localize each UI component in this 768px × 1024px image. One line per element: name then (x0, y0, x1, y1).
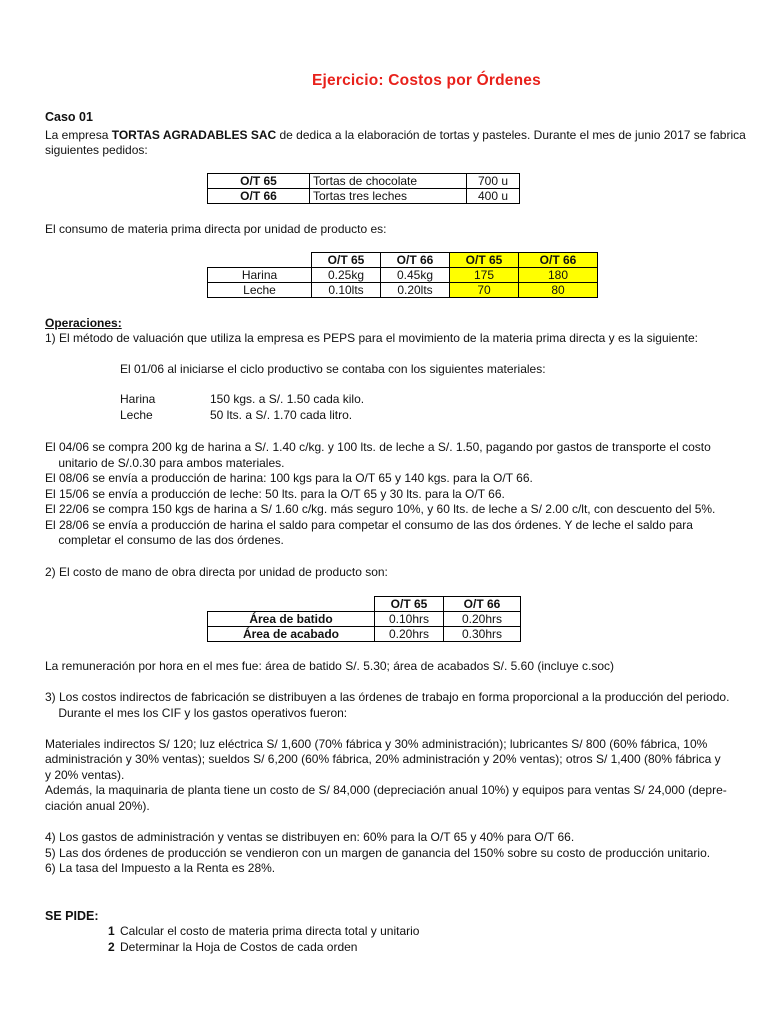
table-cell: 0.20hrs (375, 627, 444, 642)
consumo-text: El consumo de materia prima directa por unidad de producto es: (45, 222, 387, 236)
table-cell (208, 253, 312, 268)
table-row (208, 268, 598, 283)
event-line: El 08/06 se envía a producción de harina: 100 kgs para la O/T 65 y 140 kgs. para la O/T 66. (45, 471, 533, 485)
table-cell: Tortas tres leches (310, 189, 467, 204)
table-header: O/T 66 (381, 253, 450, 268)
event-line: El 04/06 se compra 200 kg de harina a S/. 1.40 c/kg. y 100 lts. de leche a S/. 1.50, pagando por gastos de transporte el costo (45, 440, 711, 454)
table-cell: 0.10hrs (375, 612, 444, 627)
table-header: O/T 65 (312, 253, 381, 268)
table-cell: Harina (208, 268, 312, 283)
op3-line: Durante el mes los CIF y los gastos operativos fueron: (45, 706, 348, 720)
table-cell: Área de acabado (208, 627, 375, 642)
material-name: Harina (120, 392, 156, 406)
table-cell: 0.30hrs (444, 627, 521, 642)
table-header: O/T 65 (450, 253, 519, 268)
operaciones-heading: Operaciones: (45, 316, 122, 330)
remuneracion-text: La remuneración por hora en el mes fue: área de batido S/. 5.30; área de acabados S/. 5.60 (incluye c.soc) (45, 659, 615, 673)
table-row (208, 253, 598, 268)
event-line: El 15/06 se envía a producción de leche: 50 lts. para la O/T 65 y 30 lts. para la O/T 66. (45, 487, 505, 501)
case-heading: Caso 01 (45, 110, 93, 124)
point-line: 4) Los gastos de administración y ventas se distribuyen en: 60% para la O/T 65 y 40% para O/T 66. (45, 830, 575, 844)
point-line: 6) La tasa del Impuesto a la Renta es 28%. (45, 861, 276, 875)
table-row (208, 189, 520, 204)
table-cell (208, 597, 375, 612)
table-cell: 0.10lts (312, 283, 381, 298)
table-cell: O/T 66 (208, 189, 310, 204)
material-detail: 150 kgs. a S/. 1.50 cada kilo. (210, 392, 365, 406)
page-title: Ejercicio: Costos por Órdenes (312, 72, 541, 89)
event-line: completar el consumo de las dos órdenes. (45, 533, 284, 547)
table-header: O/T 66 (444, 597, 521, 612)
op3-line: 3) Los costos indirectos de fabricación se distribuyen a las órdenes de trabajo en forma proporcional a la producción del periodo. (45, 690, 730, 704)
table-cell: 0.20hrs (444, 612, 521, 627)
intro-pre: La empresa (45, 128, 112, 142)
table-cell: Leche (208, 283, 312, 298)
materiales-indirectos-line: administración y 30% ventas); sueldos S/ 6,200 (60% fábrica, 20% administración y 20% ventas); otros S/ 1,400 (80% fábrica y (45, 752, 721, 766)
event-line: El 22/06 se compra 150 kgs de harina a S/ 1.60 c/kg. más seguro 10%, y 60 lts. de leche a S/ 2.00 c/lt, con descuento del 5%. (45, 502, 716, 516)
table-cell: 700 u (467, 174, 520, 189)
table-row (208, 283, 598, 298)
point-line: 5) Las dos órdenes de producción se vendieron con un margen de ganancia del 150% sobre su costo de producción unitario. (45, 846, 711, 860)
table-cell: Tortas de chocolate (310, 174, 467, 189)
table-cell: 175 (450, 268, 519, 283)
inicio-text: El 01/06 al iniciarse el ciclo productivo se contaba con los siguientes materiales: (120, 362, 546, 376)
intro-post: de dedica a la elaboración de tortas y pasteles. Durante el mes de junio 2017 se fabrica (276, 128, 746, 142)
company-name: TORTAS AGRADABLES SAC (111, 128, 277, 142)
orders-table (207, 173, 520, 204)
table-cell: 80 (519, 283, 598, 298)
event-line: unitario de S/.0.30 para ambos materiales. (45, 456, 285, 470)
table-cell: 70 (450, 283, 519, 298)
materiales-indirectos-line: Además, la maquinaria de planta tiene un costo de S/ 84,000 (depreciación anual 10%) y equipos para ventas S/ 24,000 (depre- (45, 783, 727, 797)
table-cell: O/T 65 (208, 174, 310, 189)
intro-line-2: siguientes pedidos: (45, 143, 148, 157)
mano-obra-table (207, 596, 521, 642)
pide-item: Calcular el costo de materia prima directa total y unitario (120, 924, 420, 938)
materiales-indirectos-line: Materiales indirectos S/ 120; luz eléctrica S/ 1,600 (70% fábrica y 30% administración); lubricantes S/ 800 (60% fábrica, 10% (45, 737, 708, 751)
intro-line-1 (45, 128, 746, 142)
table-header: O/T 65 (375, 597, 444, 612)
table-cell: Área de batido (208, 612, 375, 627)
table-cell: 0.45kg (381, 268, 450, 283)
se-pide-heading: SE PIDE: (45, 909, 99, 923)
table-header: O/T 66 (519, 253, 598, 268)
table-row (208, 174, 520, 189)
material-detail: 50 lts. a S/. 1.70 cada litro. (210, 408, 353, 422)
materiales-indirectos-line: ciación anual 20%). (45, 799, 150, 813)
pide-item: Determinar la Hoja de Costos de cada orden (120, 940, 358, 954)
table-row (208, 597, 521, 612)
pide-number: 2 (108, 940, 115, 954)
consumo-table (207, 252, 598, 298)
op2-text: 2) El costo de mano de obra directa por unidad de producto son: (45, 565, 388, 579)
table-row (208, 627, 521, 642)
material-name: Leche (120, 408, 153, 422)
pide-number: 1 (108, 924, 115, 938)
table-cell: 0.25kg (312, 268, 381, 283)
table-cell: 0.20lts (381, 283, 450, 298)
table-cell: 180 (519, 268, 598, 283)
materiales-indirectos-line: y 20% ventas). (45, 768, 125, 782)
op1-text: 1) El método de valuación que utiliza la empresa es PEPS para el movimiento de la materia prima directa y es la siguiente: (45, 331, 698, 345)
event-line: El 28/06 se envía a producción de harina el saldo para competar el consumo de las dos órdenes. Y de leche el saldo para (45, 518, 693, 532)
table-row (208, 612, 521, 627)
table-cell: 400 u (467, 189, 520, 204)
